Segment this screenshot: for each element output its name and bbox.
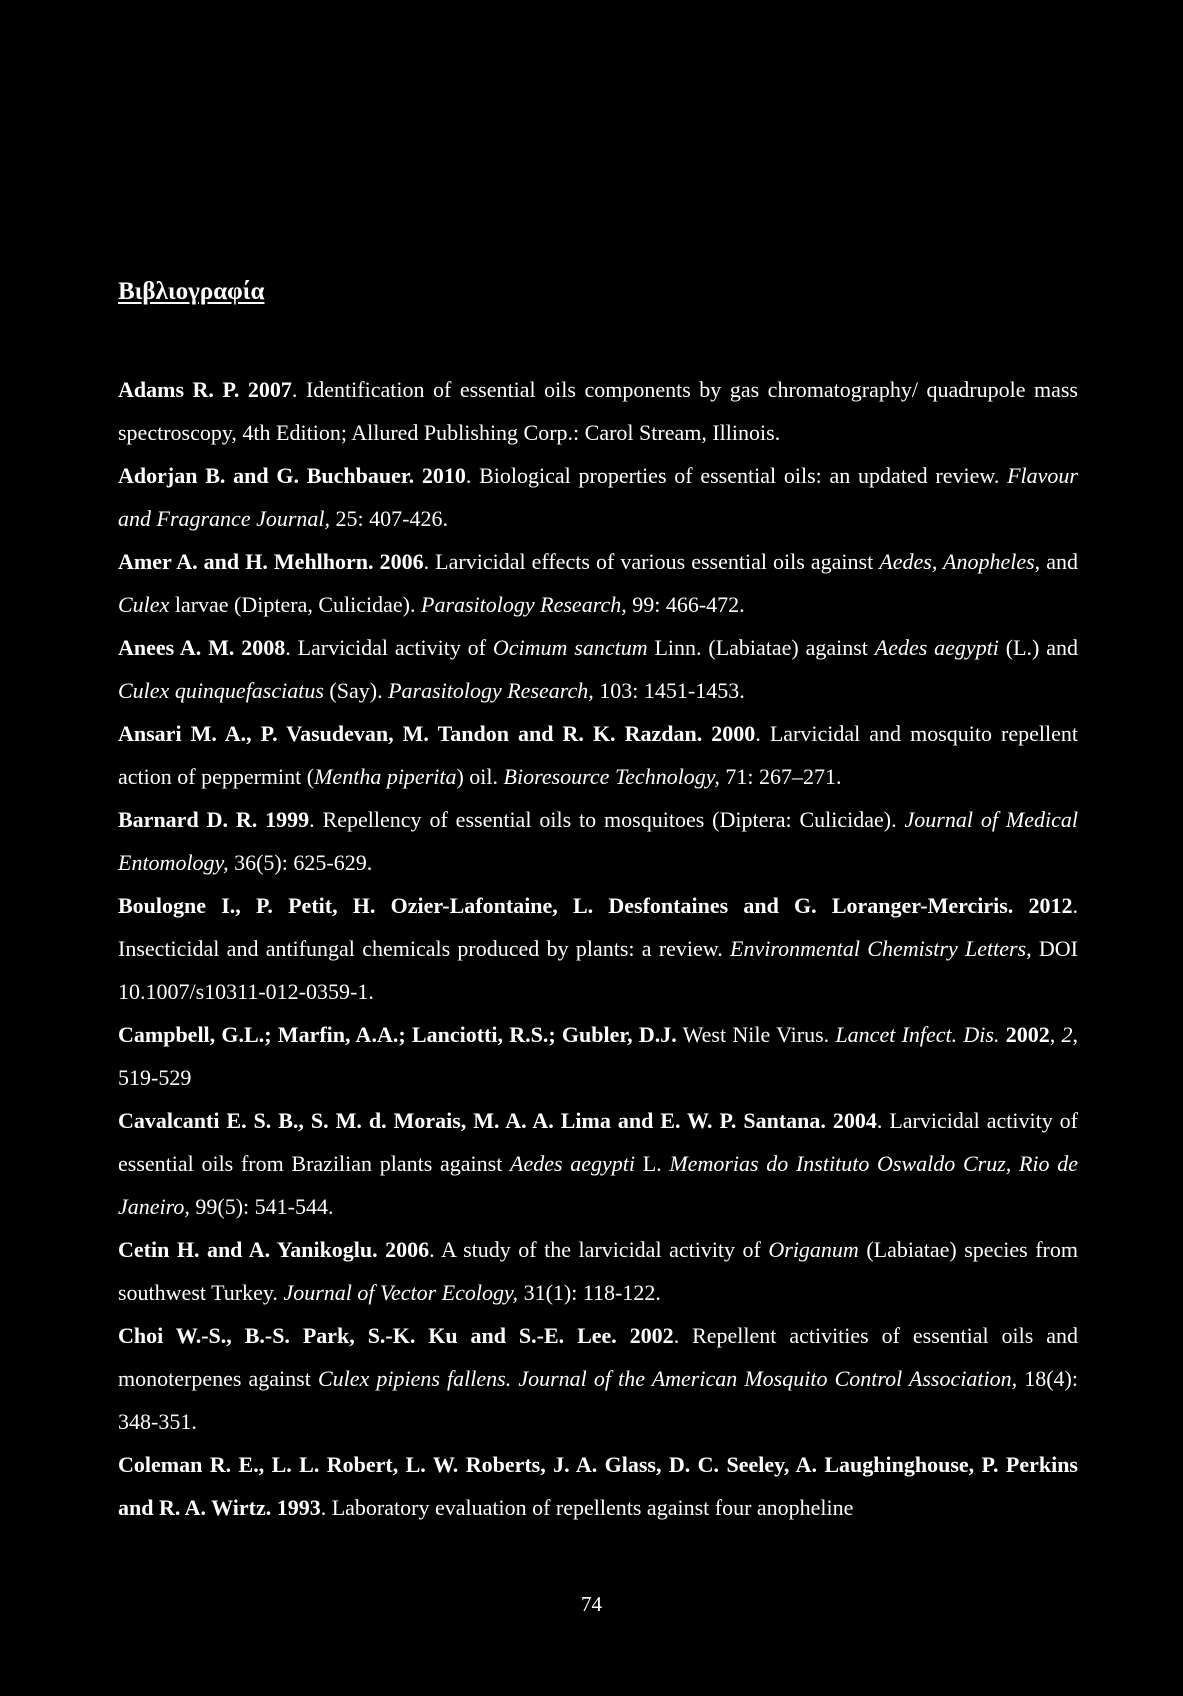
- reference-text: . Larvicidal effects of various essential oils against: [423, 549, 880, 574]
- reference-entry: [118, 712, 1078, 798]
- reference-italic-text: Memorias do Instituto Oswaldo Cruz, Rio de Janeiro,: [118, 1151, 1078, 1219]
- reference-entry: [118, 540, 1078, 626]
- reference-authors-year: Cavalcanti E. S. B., S. M. d. Morais, M. A. A. Lima and E. W. P. Santana. 2004: [118, 1108, 877, 1133]
- reference-entry: [118, 1099, 1078, 1228]
- reference-italic-text: 2: [1061, 1022, 1073, 1047]
- reference-authors-year: Ansari M. A., P. Vasudevan, M. Tandon and R. K. Razdan. 2000: [118, 721, 756, 746]
- reference-entry: [118, 884, 1078, 1013]
- reference-text: 71: 267–271.: [719, 764, 842, 789]
- reference-text: . Larvicidal activity of: [285, 635, 493, 660]
- reference-authors-year: Amer A. and H. Mehlhorn. 2006: [118, 549, 424, 574]
- reference-authors-year: Adams R. P. 2007: [118, 377, 292, 402]
- reference-entry: [118, 1443, 1078, 1529]
- reference-text: 31(1): 118-122.: [518, 1280, 661, 1305]
- reference-italic-text: Environmental Chemistry Letters,: [730, 936, 1032, 961]
- reference-text: . Identification of essential oils components by gas chromatography/ quadrupole mass spectroscopy, 4th Edition; Allured Publishing Corp.: Carol Stream, Illinois.: [118, 377, 1078, 445]
- reference-text: , and: [1034, 549, 1078, 574]
- reference-text: ,: [1049, 1022, 1062, 1047]
- reference-authors-year: Coleman R. E., L. L. Robert, L. W. Roberts, J. A. Glass, D. C. Seeley, A. Laughinghouse, P. Perkins and R. A. Wirtz. 1993: [118, 1452, 1078, 1520]
- reference-text: DOI 10.1007/s10311-012-0359-1.: [118, 936, 1078, 1004]
- reference-italic-text: Aedes aegypti: [874, 635, 999, 660]
- reference-text: 99(5): 541-544.: [189, 1194, 334, 1219]
- reference-italic-text: Parasitology Research,: [388, 678, 594, 703]
- reference-text: West Nile Virus.: [676, 1022, 836, 1047]
- reference-authors-year: Cetin H. and A. Yanikoglu. 2006: [118, 1237, 430, 1262]
- reference-italic-text: Journal of Medical Entomology,: [118, 807, 1078, 875]
- reference-text: 36(5): 625-629.: [228, 850, 373, 875]
- reference-entry: [118, 1314, 1078, 1443]
- reference-text: . Biological properties of essential oils: an updated review.: [465, 463, 1008, 488]
- section-heading: Βιβλιογραφία: [118, 278, 265, 305]
- reference-text: ) oil.: [456, 764, 504, 789]
- reference-entry: [118, 1013, 1078, 1099]
- reference-authors-year: Campbell, G.L.; Marfin, A.A.; Lanciotti, R.S.; Gubler, D.J.: [118, 1022, 677, 1047]
- reference-italic-text: Parasitology Research,: [421, 592, 627, 617]
- reference-italic-text: Flavour and Fragrance Journal,: [118, 463, 1078, 531]
- reference-italic-text: Culex quinquefasciatus: [118, 678, 324, 703]
- reference-text: . Insecticidal and antifungal chemicals produced by plants: a review.: [118, 893, 1078, 961]
- reference-entry: [118, 1228, 1078, 1314]
- reference-italic-text: Origanum: [768, 1237, 859, 1262]
- reference-italic-text: Aedes aegypti: [510, 1151, 636, 1176]
- reference-text: 99: 466-472.: [626, 592, 745, 617]
- reference-italic-text: Ocimum sanctum: [492, 635, 648, 660]
- reference-text: larvae (Diptera, Culicidae).: [169, 592, 421, 617]
- reference-text: L.: [635, 1151, 670, 1176]
- reference-italic-text: Journal of Vector Ecology,: [283, 1280, 519, 1305]
- reference-text: . Repellent activities of essential oils and monoterpenes against: [118, 1323, 1079, 1391]
- reference-authors-year: Boulogne I., P. Petit, H. Ozier-Lafontaine, L. Desfontaines and G. Loranger-Merciris. 2012: [118, 893, 1073, 918]
- reference-text: (Say).: [323, 678, 389, 703]
- reference-list: [118, 368, 1078, 1529]
- reference-entry: [118, 626, 1078, 712]
- reference-entry: [118, 798, 1078, 884]
- reference-text: . Repellency of essential oils to mosquitoes (Diptera: Culicidae).: [309, 807, 905, 832]
- reference-text: 25: 407-426.: [330, 506, 448, 531]
- page-number: 74: [581, 1592, 602, 1616]
- reference-italic-text: Culex pipiens fallens. Journal of the American Mosquito Control Association,: [317, 1366, 1018, 1391]
- reference-entry: [118, 454, 1078, 540]
- reference-italic-text: Bioresource Technology,: [503, 764, 720, 789]
- reference-authors-year: 2002: [1005, 1022, 1050, 1047]
- reference-authors-year: Choi W.-S., B.-S. Park, S.-K. Ku and S.-E. Lee. 2002: [118, 1323, 674, 1348]
- reference-text: 103: 1451-1453.: [593, 678, 745, 703]
- reference-entry: [118, 368, 1078, 454]
- reference-authors-year: Adorjan B. and G. Buchbauer. 2010: [118, 463, 466, 488]
- reference-text: (Labiatae) species from southwest Turkey.: [118, 1237, 1078, 1305]
- reference-text: 18(4): 348-351.: [118, 1366, 1078, 1434]
- reference-text: (L.) and: [998, 635, 1078, 660]
- reference-text: . Larvicidal activity of essential oils from Brazilian plants against: [118, 1108, 1078, 1176]
- reference-italic-text: Culex: [118, 592, 170, 617]
- reference-text: . Laboratory evaluation of repellents against four anopheline: [320, 1495, 854, 1520]
- reference-italic-text: Aedes, Anopheles: [879, 549, 1035, 574]
- reference-text: . A study of the larvicidal activity of: [429, 1237, 769, 1262]
- reference-authors-year: Anees A. M. 2008: [118, 635, 286, 660]
- reference-text: , 519-529: [118, 1022, 1079, 1090]
- reference-italic-text: Lancet Infect. Dis.: [835, 1022, 1000, 1047]
- reference-italic-text: Mentha piperita: [314, 764, 457, 789]
- reference-text: Linn. (Labiatae) against: [647, 635, 875, 660]
- reference-authors-year: Barnard D. R. 1999: [118, 807, 310, 832]
- reference-text: . Larvicidal and mosquito repellent action of peppermint (: [118, 721, 1079, 789]
